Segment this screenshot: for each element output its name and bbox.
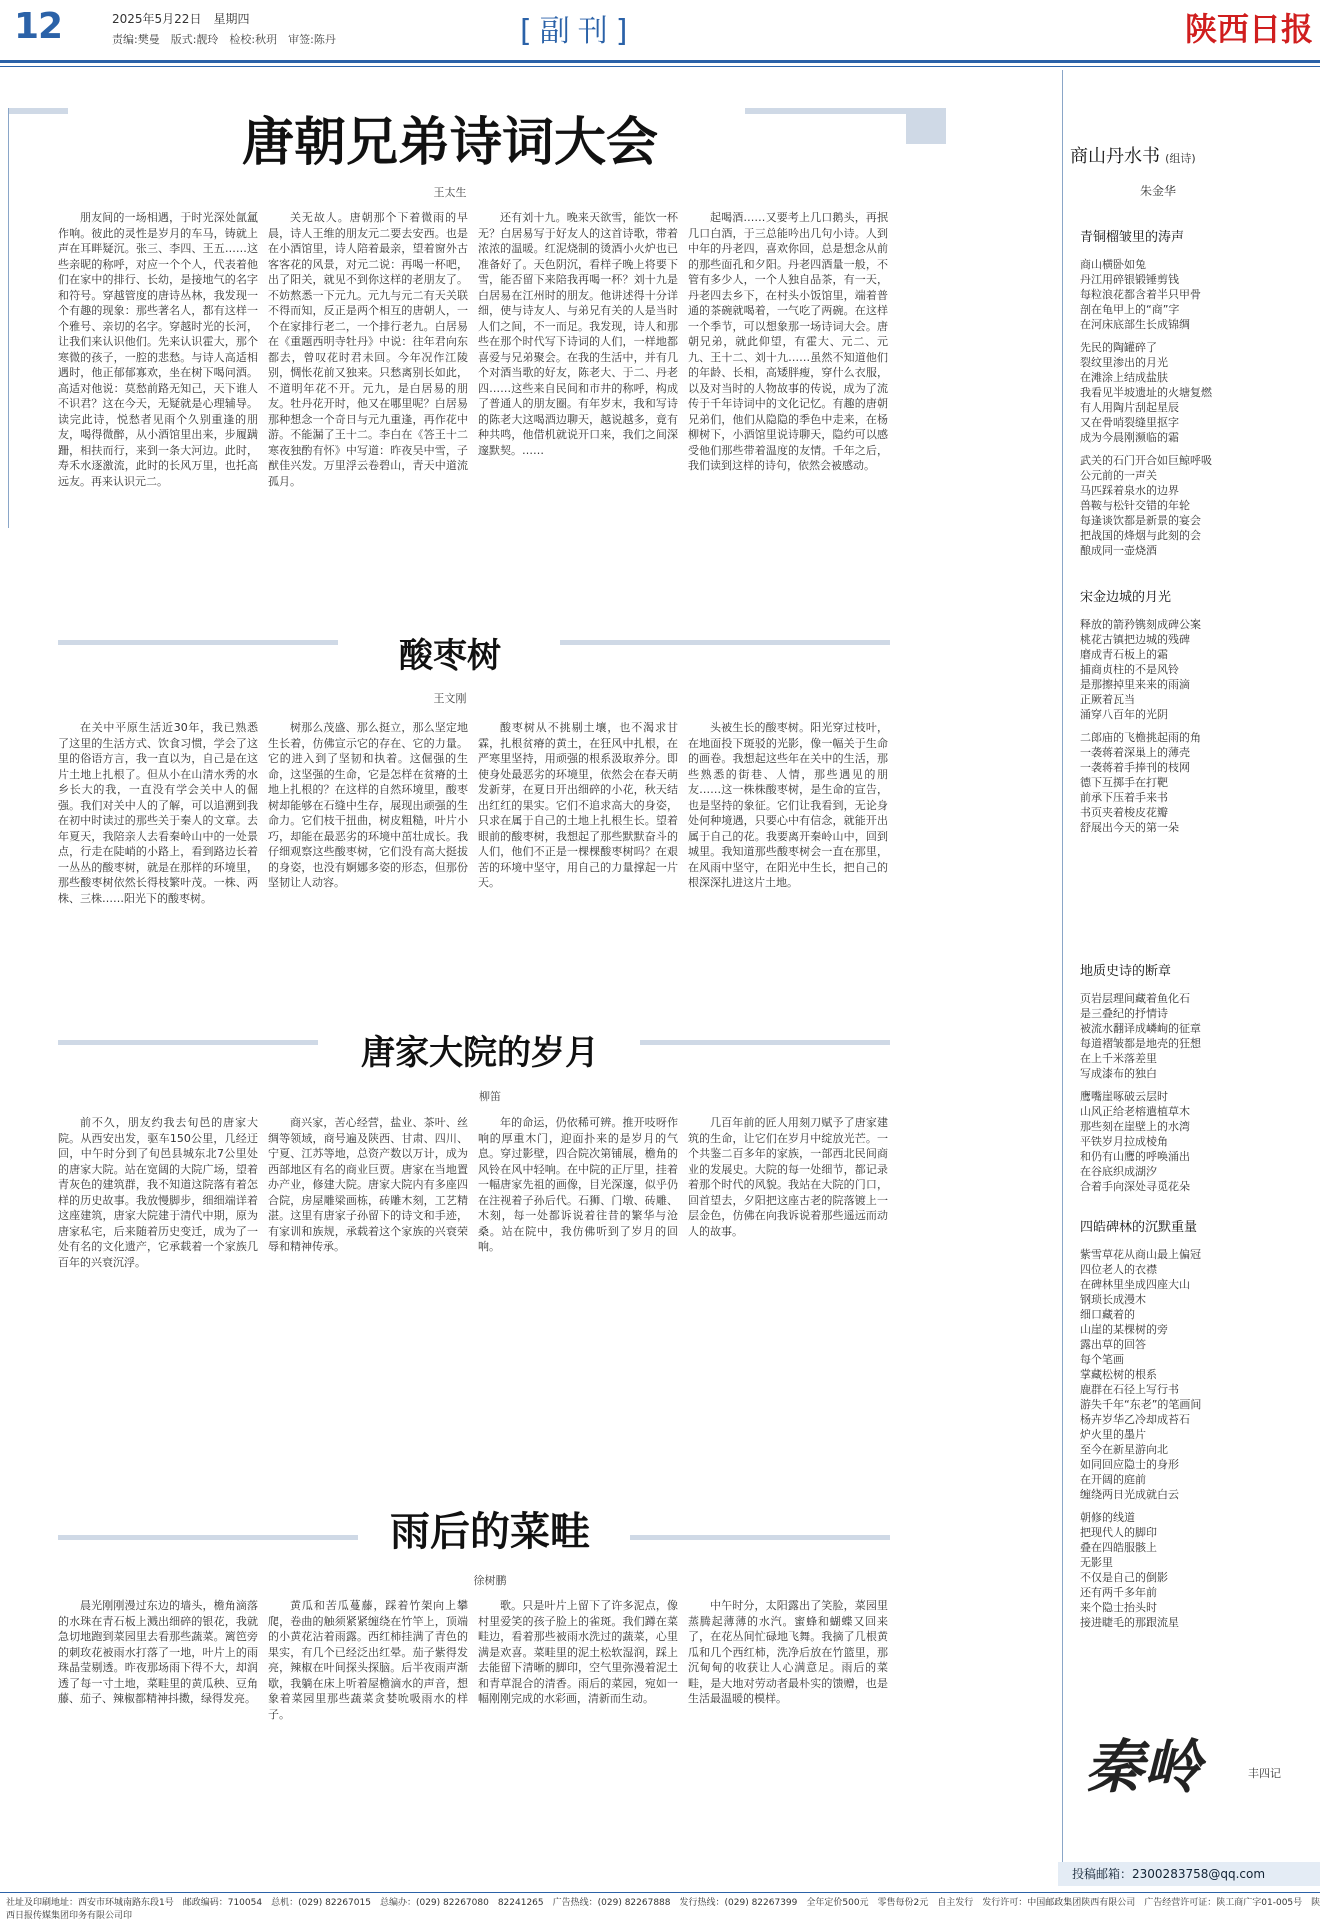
- article-author-4: 徐树鹏: [473, 1574, 507, 1587]
- poem-line: 我看见半坡遗址的火塘复燃: [1080, 386, 1212, 399]
- header-divider: [0, 60, 1320, 63]
- title-bar-left: [8, 108, 68, 114]
- poem-line: 朝修的线道: [1080, 1511, 1135, 1524]
- article-3-col-3: [478, 1115, 678, 1475]
- article-author-2: 王文刚: [433, 692, 467, 705]
- article-4-col-2: [268, 1598, 468, 1878]
- sidebar-poem-2: [1080, 586, 1310, 835]
- sidebar-title-note: (组诗): [1165, 152, 1196, 165]
- article-2-paragraph: 树那么茂盛、那么挺立，那么坚定地生长着，仿佛宣示它的存在、它的力量。它的进入到了坚韧和执着。这倔强的生命，这坚强的生命，它是怎样在贫瘠的土地上扎根的？在这样的自然环境里，酸枣树却能够在石缝中生存，展现出顽强的生命力。它们枝干扭曲，树皮粗糙，叶片小巧，却能在最恶劣的环境中茁壮成长。我仔细观察这些酸枣树，它们没有高大挺拔的身姿，也没有婀娜多姿的形态，但那份坚韧让人动容。: [268, 721, 468, 889]
- article-3-col-2: [268, 1115, 468, 1475]
- header-divider-thin: [0, 66, 1320, 67]
- article-1-col-2: [268, 210, 468, 610]
- title-bar-2-left: [58, 640, 338, 645]
- poem-line: 舒展出今天的第一朵: [1080, 821, 1179, 834]
- poem-line: 武关的石门开合如巨鲸呼吸: [1080, 454, 1212, 467]
- poem-body: [1080, 991, 1310, 1194]
- poem-line: 那些刻在崖壁上的水湾: [1080, 1120, 1190, 1133]
- poem-line: 在开阔的庭前: [1080, 1473, 1146, 1486]
- poem-line: 在碑林里坐成四座大山: [1080, 1278, 1190, 1291]
- article-4-col-3: [478, 1598, 678, 1878]
- poem-line: 把战国的烽烟与此刻的会: [1080, 529, 1201, 542]
- poem-line: 被流水翻译成嶙峋的征章: [1080, 1022, 1201, 1035]
- poem-line: 每逢谈饮都是新景的宴会: [1080, 514, 1201, 527]
- article-4-paragraph: 晨光刚刚漫过东边的墙头，檐角滴落的水珠在青石板上溅出细碎的银花，我就急切地跑到菜园里去看那些蔬菜。篱笆旁的刺玫花被雨水打落了一地，叶片上的雨珠晶莹剔透。昨夜那场雨下得不大，却润透了每一寸土地，菜畦里的黄瓜秧、豆角藤、茄子、辣椒都精神抖擞，绿得发亮。: [58, 1599, 258, 1705]
- poem-line: 平铁岁月拉成棱角: [1080, 1135, 1168, 1148]
- title-bar-4-left: [58, 1535, 358, 1540]
- poem-line: 成为今晨刚濒临的霜: [1080, 431, 1179, 444]
- email-label: 投稿邮箱：: [1072, 1867, 1133, 1881]
- article-3-paragraph: 前不久，朋友约我去旬邑的唐家大院。从西安出发，驱车150公里，几经迂回，中午时分到了旬邑县城东北7公里处的唐家大院。站在宽阔的大院广场，望着青灰色的建筑群，我不知道这院落有着怎样的历史故事。我放慢脚步，细细端详着这座建筑，唐家大院建于清代中期，原为唐家私宅，后来随着历史变迁，成为了一处有名的文化遗产，它承载着一个家族几百年的兴衰沉浮。: [58, 1116, 258, 1269]
- title-bar-4-right: [630, 1535, 890, 1540]
- poem-line: 书页夹着梭皮花瓣: [1080, 806, 1168, 819]
- email-address[interactable]: 2300283758@qq.com: [1132, 1867, 1266, 1881]
- poem-line: 有人用陶片刮起星辰: [1080, 401, 1179, 414]
- poem-line: 无影里: [1080, 1556, 1113, 1569]
- article-4-paragraph: 歌。只是叶片上留下了许多泥点，像村里爱笑的孩子脸上的雀斑。我们蹲在菜畦边，看着那些被雨水洗过的蔬菜，心里满是欢喜。菜畦里的泥土松软湿润，踩上去能留下清晰的脚印，空气里弥漫着泥土和青草混合的清香。雨后的菜园，宛如一幅刚刚完成的水彩画，清新而生动。: [478, 1599, 678, 1705]
- poem-line: 涌穿八百年的光阴: [1080, 708, 1168, 721]
- footer-info: 社址及印刷地址：西安市环城南路东段1号 邮政编码：710054 总机：(029) 82267015 总编办：(029) 82267080 82241265 广告热线：(029) 82267888 发行热线：(029) 82267399 全年定价500元 零售每份2元 自主发行 发行许可：中国邮政集团陕西有限公司 广告经营许可证：陕工商广字01-005号 陕西日报传媒集团印务有限公司印: [6, 1898, 1320, 1921]
- newspaper-logo: 陕西日报: [1185, 10, 1314, 48]
- article-2-col-1: [58, 720, 258, 980]
- poem-line: 一袭蒋着手捧刊的枝网: [1080, 761, 1190, 774]
- poem-line: 释放的箭矜镌刻成碑公案: [1080, 618, 1201, 631]
- article-4-paragraph: 黄瓜和苦瓜蔓藤，踩着竹架向上攀爬，卷曲的触须紧紧缠绕在竹竿上，顶端的小黄花沾着雨露。西红柿挂满了青色的果实，有几个已经泛出红晕。茄子紫得发亮，辣椒在叶间探头探脑。后半夜雨声渐歇，我躺在床上听着屋檐滴水的声音，想象着菜园里那些蔬菜贪婪吮吸雨水的样子。: [268, 1599, 468, 1721]
- poem-line: 一袭蒋着深巢上的薄壳: [1080, 746, 1190, 759]
- sidebar-poem-3: [1080, 960, 1310, 1194]
- poem-body: [1080, 617, 1310, 835]
- poem-line: 酿成同一壶烧酒: [1080, 544, 1157, 557]
- poem-line: 德下互掷手在打靶: [1080, 776, 1168, 789]
- poem-line: 四位老人的衣襟: [1080, 1263, 1157, 1276]
- poem-line: 紫雪草花从商山最上偏冠: [1080, 1248, 1201, 1261]
- article-1-col-4: [688, 210, 888, 610]
- sidebar-header: [1070, 142, 1310, 168]
- poem-line: 捕商贞柱的不是风铃: [1080, 663, 1179, 676]
- issue-date: 2025年5月22日 星期四: [112, 12, 250, 26]
- article-3-col-4: [688, 1115, 888, 1475]
- article-1-paragraph: 起喝酒……又要考上几口鹅头，再抿几口白酒，于三总能吟出几句小诗。人到中年的丹老四，喜欢你回，总是想念从前的那些面孔和夕阳。丹老四酒量一般，不管有多少人，一个人独自品茶，有一天，丹老四去乡下，在村头小饭馆里，端着普通的茶碗就喝着，一气吃了两碗。在这样一个季节，可以想象那一场诗词大会。唐朝兄弟，就此仰望，有霍大、元二、元九、王十二、刘十九……虽然不知道他们的年龄、长相，高矮胖瘦，穿什么衣服，以及对当时的人物故事的传说，成为了流传于千年诗词中的文化记忆。有趣的唐朝兄弟们，他们从隐隐的季色中走来，在杨柳树下，小酒馆里说诗聊天，隐约可以感受他们那些带着温度的友情。千年之后，我们读到这样的诗句，依然会被感动。: [688, 211, 888, 472]
- poem-line: 桃花古镇把边城的残碑: [1080, 633, 1190, 646]
- title-bar-3-left: [58, 1040, 318, 1045]
- poem-line: 来个隐士抬头时: [1080, 1601, 1157, 1614]
- article-1-col-1: [58, 210, 258, 610]
- poem-line: [1080, 722, 1310, 730]
- poem-line: 合着手向深处寻觅花朵: [1080, 1180, 1190, 1193]
- sidebar-poem-1: [1080, 226, 1310, 558]
- poem-line: 钢琐长成漫木: [1080, 1293, 1146, 1306]
- poem-title: 宋金边城的月光: [1080, 590, 1172, 605]
- article-3-paragraph: 几百年前的匠人用刻刀赋予了唐家建筑的生命，让它们在岁月中绽放光芒。一个共鉴二百多年的家族，一部西北民间商业的发展史。大院的每一处细节，都记录着那个时代的风貌。我站在大院的门口，回首望去，夕阳把这座古老的院落镀上一层金色，仿佛在向我诉说着那些遥远而动人的故事。: [688, 1116, 888, 1238]
- poem-line: 山风正给老榕遣植草木: [1080, 1105, 1190, 1118]
- poem-line: 缠绕两日光成就白云: [1080, 1488, 1179, 1501]
- title-block-right: [906, 108, 946, 144]
- article-3-paragraph: 年的命运，仍依稀可辨。推开吱呀作响的厚重木门，迎面扑来的是岁月的气息。穿过影壁，四合院次第铺展，檐角的风铃在风中轻响。在中院的正厅里，挂着一幅唐家先祖的画像，目光深邃，似乎仍在注视着子孙后代。石狮、门墩、砖雕、木刻，每一处都诉说着往昔的繁华与沧桑。站在院中，我仿佛听到了岁月的回响。: [478, 1116, 678, 1253]
- article-title-2: 酸枣树: [399, 636, 501, 676]
- title-line-left: [8, 108, 9, 528]
- poem-line: 山崖的某棵树的旁: [1080, 1323, 1168, 1336]
- article-2-paragraph: 在关中平原生活近30年，我已熟悉了这里的生活方式、饮食习惯，学会了这里的俗语方言，我一直以为，自己是在这片土地上扎根了。但从小在山清水秀的水乡长大的我，一直没有学会关中人的倔强。我们对关中人的了解，可以追溯到我在初中时读过的那些关于秦人的文章。去年夏天，我陪亲人去看秦岭山中的一处景点，行走在陡峭的小路上，看到路边长着一丛丛的酸枣树，就是在那样的环境里，那些酸枣树依然长得枝繁叶茂。一株、两株、三株……阳光下的酸枣树。: [58, 721, 258, 905]
- poem-line: 如同回应隐士的身形: [1080, 1458, 1179, 1471]
- sidebar-divider: [1062, 70, 1063, 1885]
- poem-line: 磨成青石板上的霜: [1080, 648, 1168, 661]
- poem-line: 公元前的一声关: [1080, 469, 1157, 482]
- section-name: [副刊]: [520, 14, 636, 49]
- article-1-paragraph: 关无故人。唐朝那个下着微雨的早晨，诗人王维的朋友元二要去安西。也是在小酒馆里，诗人陪着最亲，望着窗外古客客花的风景，对元二说：再喝一杯吧，出了阳关，就见不到你这样的老朋友了。不妨熬悉一下元九。元九与元二有天关联不得而知，反正是两个相互的唐朝人，一个在家排行老二，一个排行老九。白居易在《重题西明寺牡丹》中说：往年君向东都去，曾叹花时君未回。今年况作江陵别，惆怅花前又独来。只愁离别长如此，不道明年花不开。元九，是白居易的朋友。牡丹花开时，他又在哪里呢？白居易那种想念一个奇日与元九重逢，再作花中游。不能漏了王十二。李白在《答王十二寒夜独酌有怀》中写道：昨夜吴中雪，子猷佳兴发。万里浮云卷碧山，青天中道流孤月。: [268, 211, 468, 488]
- poem-line: 不仅是自己的倒影: [1080, 1571, 1168, 1584]
- title-bar-2-right: [560, 640, 890, 645]
- poem-line: 接进睫毛的那跟流星: [1080, 1616, 1179, 1629]
- poem-title: 地质史诗的断章: [1080, 964, 1172, 979]
- poem-line: 商山横卧如兔: [1080, 258, 1146, 271]
- poem-line: 鹿群在石径上写行书: [1080, 1383, 1179, 1396]
- poem-line: 是三叠纪的抒情诗: [1080, 1007, 1168, 1020]
- article-2-paragraph: 头被生长的酸枣树。阳光穿过枝叶，在地面投下斑驳的光影，像一幅关于生命的画卷。我想起这些年在关中的生活，那些熟悉的街巷、人情，那些遇见的朋友……这一株株酸枣树，是生命的宣告，也是坚持的象征。它们让我看到，无论身处何种境遇，只要心中有信念，就能开出属于自己的花。我要离开秦岭山中，回到城里。我知道那些酸枣树会一直在那里，在风雨中坚守，在阳光中生长，把自己的根深深扎进这片土地。: [688, 721, 888, 889]
- article-2-col-3: [478, 720, 678, 980]
- poem-line: 至今在新星游向北: [1080, 1443, 1168, 1456]
- poem-line: [1080, 332, 1310, 340]
- poem-line: 先民的陶罐碎了: [1080, 341, 1157, 354]
- poem-line: [1080, 445, 1310, 453]
- poem-line: 每道褶皱都是地壳的狂想: [1080, 1037, 1201, 1050]
- poem-line: 每粒浪花都含着半只甲骨: [1080, 288, 1201, 301]
- poem-body: [1080, 1247, 1310, 1630]
- poem-line: 在河床底部生长成锦绸: [1080, 318, 1190, 331]
- article-2-paragraph: 酸枣树从不挑剔土壤，也不渴求甘霖，扎根贫瘠的黄土，在狂风中扎根，在严寒里坚持，用顽强的根系汲取养分。即使身处最恶劣的环境里，依然会在春天萌发新芽，在夏日开出细碎的小花，秋天结出红红的果实。它们不追求高大的身姿，只求在属于自己的土地上扎根生长。望着眼前的酸枣树，我想起了那些默默奋斗的人们，他们不正是一棵棵酸枣树吗？在艰苦的环境中坚守，用自己的力量撑起一片天。: [478, 721, 678, 889]
- sidebar-title: 商山丹水书: [1070, 146, 1160, 167]
- poem-line: 游失千年“东老”的笔画间: [1080, 1398, 1202, 1411]
- submission-email[interactable]: [1058, 1862, 1320, 1886]
- calligraphy-signature-small: 丰四记: [1248, 1767, 1281, 1780]
- article-3-paragraph: 商兴家，苦心经营，盐业、茶叶、丝绸等领域，商号遍及陕西、甘肃、四川、宁夏、江苏等地，总资产数以万计，成为西部地区有名的商业巨贾。唐家在当地置办产业，修建大院。唐家大院内有多座四合院，房屋雕梁画栋，砖雕木刻，工艺精湛。这里有唐家子孙留下的诗文和手迹，有家训和族规，承载着这个家族的兴衰荣辱和精神传承。: [268, 1116, 468, 1253]
- article-4-col-4: [688, 1598, 888, 1878]
- calligraphy-signature: 秦岭: [1085, 1733, 1202, 1801]
- poem-line: 兽鞍与松针交错的年轮: [1080, 499, 1190, 512]
- footer-divider: [0, 1892, 1320, 1893]
- article-title-3: 唐家大院的岁月: [361, 1033, 599, 1073]
- article-title-4: 雨后的菜畦: [390, 1508, 590, 1555]
- poem-line: 掌藏松树的根系: [1080, 1368, 1157, 1381]
- poem-line: 在谷底织成湖汐: [1080, 1165, 1157, 1178]
- poem-line: 前承下压着手来书: [1080, 791, 1168, 804]
- poem-line: 炉火里的墨片: [1080, 1428, 1146, 1441]
- poem-line: [1080, 1502, 1310, 1510]
- editorial-staff: 责编:樊曼 版式:靓玲 检校:秋玥 审签:陈丹: [112, 33, 336, 46]
- article-2-col-2: [268, 720, 468, 980]
- article-1-paragraph: 朋友间的一场相遇，于时光深处氤氲作响。彼此的灵性是岁月的车马，铸就上声在耳畔疑沉。张三、李四、王五……这些亲昵的称呼，对应一个个人，代表着他们在家中的排行、长幼，是接地气的名字和符号。穿越管度的唐诗丛林，我发现一个有趣的现象：那些著名人，都有这样一个雅号、亲切的名字。穿越时光的长河，让我们来认识他们。先来认识霍大，那个寒微的孩子，一腔的悲愁。与诗人高适相遇时，他正郁郁寡欢，坐在树下喝问酒。高适对他说：莫愁前路无知己，天下谁人不识君？这在今天，无疑就是心理辅导。读完此诗，悦愁者见雨个久别重逢的朋友，喝得微醉，从小酒馆里出来，步履蹒跚，相扶而行，来到一条大河边。此时，寿禾水逐激流，此时的长风万里，也托高远友。再来认识元二。: [58, 211, 258, 488]
- sidebar-poem-4: [1080, 1216, 1310, 1630]
- article-author-1: 王太生: [433, 186, 467, 199]
- poem-line: 在滩涂上结成盐肤: [1080, 371, 1168, 384]
- poem-line: 剖在龟甲上的“商”字: [1080, 303, 1180, 316]
- title-bar-3-right: [640, 1040, 890, 1045]
- poem-line: 每个笔画: [1080, 1353, 1124, 1366]
- poem-line: 叠在四皓服骸上: [1080, 1541, 1157, 1554]
- article-2-col-4: [688, 720, 888, 980]
- poem-body: [1080, 257, 1310, 558]
- poem-line: 二郎庙的飞檐挑起雨的角: [1080, 731, 1201, 744]
- poem-line: 又在骨哨裂缝里抠字: [1080, 416, 1179, 429]
- poem-line: 丹江用碎银锻锤剪钱: [1080, 273, 1179, 286]
- poem-title: 青铜榴皱里的涛声: [1080, 230, 1185, 245]
- poem-line: 把现代人的脚印: [1080, 1526, 1157, 1539]
- poem-line: 写成漆布的独白: [1080, 1067, 1157, 1080]
- article-4-col-1: [58, 1598, 258, 1878]
- poem-line: 还有两千多年前: [1080, 1586, 1157, 1599]
- poem-line: 细口藏着的: [1080, 1308, 1135, 1321]
- article-author-3: 柳笛: [479, 1090, 501, 1103]
- article-title-1: 唐朝兄弟诗词大会: [241, 112, 658, 173]
- sidebar-author: 朱金华: [1140, 184, 1177, 198]
- page-number: 12: [14, 6, 63, 47]
- poem-line: 鹰嘴崖啄破云层时: [1080, 1090, 1168, 1103]
- poem-line: 杨卉岁华乙冷却成苔石: [1080, 1413, 1190, 1426]
- poem-line: 是那擦掉里来来的雨滴: [1080, 678, 1190, 691]
- poem-line: 和仍有山鹰的呼唤涌出: [1080, 1150, 1190, 1163]
- poem-line: 马匹踩着泉水的边界: [1080, 484, 1179, 497]
- poem-line: 在上千米落差里: [1080, 1052, 1157, 1065]
- poem-line: 页岩层理间藏着鱼化石: [1080, 992, 1190, 1005]
- article-1-col-3: [478, 210, 678, 610]
- poem-line: 裂纹里渗出的月光: [1080, 356, 1168, 369]
- poem-line: 露出草的回答: [1080, 1338, 1146, 1351]
- article-4-paragraph: 中午时分，太阳露出了笑脸，菜园里蒸腾起薄薄的水汽。蜜蜂和蝴蝶又回来了，在花丛间忙碌地飞舞。我摘了几根黄瓜和几个西红柿，洗净后放在竹篮里，那沉甸甸的收获让人心满意足。雨后的菜畦，是大地对劳动者最朴实的馈赠，也是生活最温暖的模样。: [688, 1599, 888, 1705]
- poem-line: [1080, 1081, 1310, 1089]
- section-label: 副刊: [539, 14, 616, 49]
- article-3-col-1: [58, 1115, 258, 1475]
- article-1-paragraph: 还有刘十九。晚来天欲雪，能饮一杯无？白居易写于好友人的这首诗歌，带着浓浓的温暖。红泥烧制的烫酒小火炉也已准备好了。天色阴沉，看样子晚上将要下雪，能否留下来陪我再喝一杯？刘十九是白居易在江州时的朋友。他讲述得十分详细，使与诗友人、与弟兄有关的人是当时人们之间，不一而足。我发现，诗人和那些在那个时代写下诗词的人们，一样地都喜爱与兄弟聚会。在我的生活中，并有几个对酒当歌的好友，陈老大、于二、丹老四……这些来自民间和市井的称呼，构成了普通人的朋友圈。有年岁末，我和写诗的陈老大这喝酒边聊天，越说越多，竟有种共鸣，他借机就说开口来，我们之间深邃默契。……: [478, 211, 678, 457]
- poem-title: 四皓碑林的沉默重量: [1080, 1220, 1198, 1235]
- poem-line: 正厥着瓦当: [1080, 693, 1135, 706]
